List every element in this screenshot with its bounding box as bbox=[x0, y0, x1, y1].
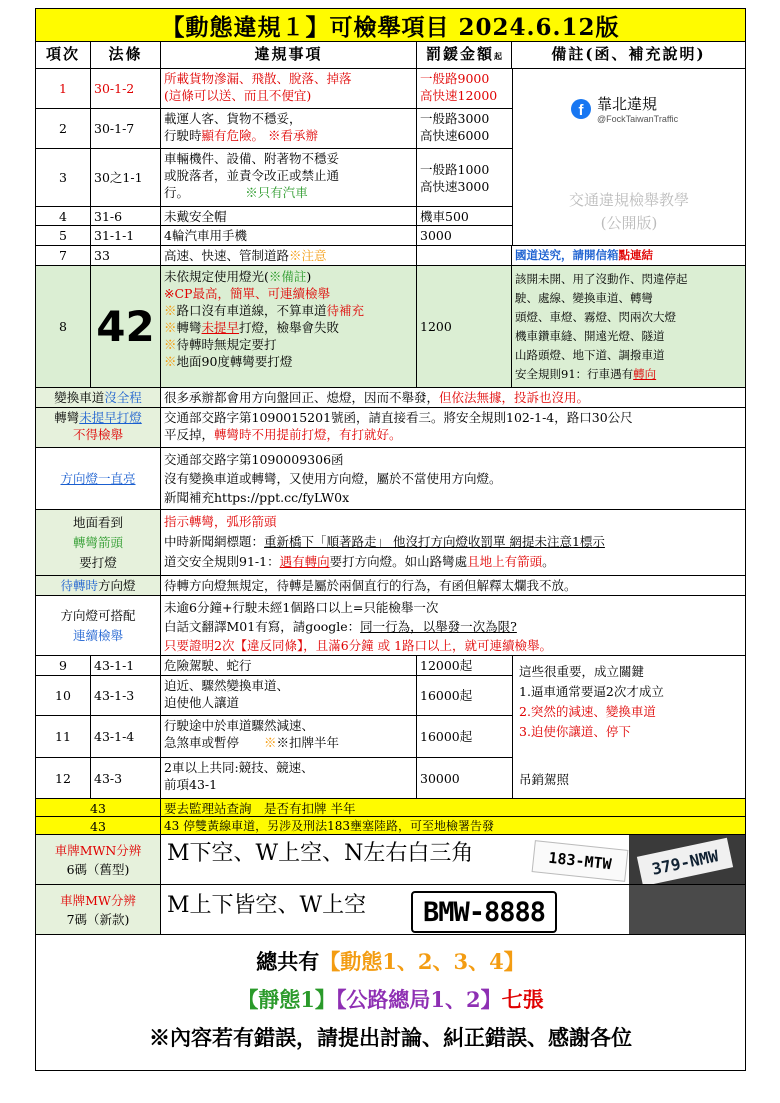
table-row: 10 43-1-3 迫近、驟然變換車道、 迫使他人讓道 16000起 bbox=[36, 676, 512, 716]
header-fine: 罰鍰金額起 bbox=[417, 42, 512, 68]
note-43-cell bbox=[512, 656, 745, 798]
note-43: 這些很重要，成立關鍵 1.逼車通常要逼2次才成立 2.突然的減速、變換車道 3.迫使你讓道、停下 bbox=[519, 664, 664, 739]
title-text: 【動態違規１】可檢舉項目 2024.6.12版 bbox=[161, 13, 620, 41]
rows-1-5 bbox=[36, 69, 745, 246]
note-always-on: 方向燈一直亮 交通部交路字第1090009306函 沒有變換車道或轉彎，又使用方向燈，屬於不當使用方向燈。 新聞補充https://ppt.cc/fyLW0x bbox=[36, 448, 745, 510]
row-item: 所載貨物滲漏、飛散、脫落、掉落 (這條可以送、而且不便宜) bbox=[161, 69, 417, 108]
note-consecutive: 方向燈可搭配 連續檢舉 未逾6分鐘+行駛未經1個路口以上=只能檢舉一次 白話文翻譯M01有寫，請google：同一行為，以舉發一次為限? 只要證明2次【違反同條】，且滿6分鐘 或 1路口以上，就可連續檢舉。 bbox=[36, 596, 745, 656]
law-42: 42 bbox=[91, 266, 161, 387]
plate-image-bmw: BMW-8888 bbox=[411, 891, 557, 933]
header-item: 違規事項 bbox=[161, 42, 417, 68]
plate-mwn: 車牌MWN分辨 6碼（舊型) M下空、W上空、N左右白三角 183-MTW 379-NMW bbox=[36, 835, 745, 885]
rows-9-12 bbox=[36, 656, 745, 799]
summary: 總共有【動態1、2、3、4】 【靜態1】【公路總局1、2】七張 ※內容若有錯誤，請提出討論、糾正錯誤、感謝各位 bbox=[149, 949, 632, 1050]
table-row: 7 33 高速、快速、管制道路※注意 國道送究，請開信箱點連結 bbox=[36, 246, 745, 266]
plate-image-379: 379-NMW bbox=[637, 838, 733, 884]
note-turn: 轉彎未提早打燈 不得檢舉 交通部交路字第1090015201號函，請直接看三。將安全規則102-1-4，路口30公尺 平反掉，轉彎時不用提前打燈，有打就好。 bbox=[36, 408, 745, 448]
brand-name: 靠北違規 bbox=[597, 96, 658, 113]
watermark: 交通違規檢舉教學 (公開版) bbox=[568, 191, 689, 232]
note-ground-arrow: 地面看到 轉彎箭頭 要打燈 指示轉彎，弧形箭頭 中時新聞網標題：重新橋下「順著路走」 他沒打方向燈收罰單 網提未注意1標示 道交安全規則91-1：遇有轉向要打方向燈。如山路彎處且地上有箭頭。 bbox=[36, 510, 745, 576]
page-title bbox=[36, 9, 745, 42]
note-license: 吊銷駕照 bbox=[519, 772, 570, 787]
table-row: 3 30之1-1 車輛機件、設備、附著物不穩妥 或脫落者，並責令改正或禁止通 行。 ※只有汽車 一般路1000 高快速3000 bbox=[36, 149, 512, 207]
note-lane-change: 變換車道沒全程 很多承辦都會用方向盤回正、熄燈，因而不舉發，但依法無據，投訴也沒用。 bbox=[36, 388, 745, 408]
plate-mwn-text: M下空、W上空、N左右白三角 bbox=[167, 841, 474, 866]
header-law: 法條 bbox=[91, 42, 161, 68]
header-note: 備註(函、補充說明) bbox=[551, 45, 706, 63]
facebook-icon: f bbox=[571, 99, 591, 119]
table-row: 5 31-1-1 4輪汽車用手機 3000 bbox=[36, 226, 512, 245]
plate-photo-bg-2 bbox=[629, 885, 745, 934]
brand-cell bbox=[512, 69, 745, 245]
violation-sheet bbox=[35, 8, 746, 1071]
table-row: 9 43-1-1 危險駕駛、蛇行 12000起 bbox=[36, 656, 512, 676]
table-row: 8 42 未依規定使用燈光(※備註) ※CP最高，簡單、可連續檢舉 ※路口沒有車道線，不算車道待補充 ※轉彎未提早打燈，檢舉會失敗 ※待轉時無規定要打 ※地面90度轉彎要打燈 1200 該開未開、用了沒動作、閃違停起 駛、處線、變換車道、轉彎 頭燈、車燈、霧燈、閃兩次大燈 機車鑽車縫、開遠光燈、隧道 山路頭燈、地下道、調撥車道 安全規則91：行車遇有轉向 bbox=[36, 266, 745, 388]
table-row: 11 43-1-4 行駛途中於車道驟然減速、 急煞車或暫停 ※※扣牌半年 16000起 bbox=[36, 716, 512, 758]
row-no: 1 bbox=[36, 69, 91, 108]
row-fine: 一般路9000 高快速12000 bbox=[420, 71, 498, 103]
header-no: 項次 bbox=[36, 42, 91, 68]
table-row: 12 43-3 2車以上共同:競技、競速、 前項43-1 30000 bbox=[36, 758, 512, 798]
table-row: 2 30-1-7 載運人客、貨物不穩妥， 行駛時顯有危險。 ※看承辦 一般路3000 高快速6000 bbox=[36, 109, 512, 149]
extra-43-a: 43 要去監理站查詢 是否有扣牌 半年 bbox=[36, 799, 745, 817]
table-row: 4 31-6 未戴安全帽 機車500 bbox=[36, 207, 512, 226]
extra-43-b: 43 43 停雙黃線車道，另涉及刑法183壅塞陸路，可至地檢署告發 bbox=[36, 817, 745, 835]
brand-handle: @FockTaiwanTraffic bbox=[597, 114, 679, 124]
plate-mw: 車牌MW分辨 7碼（新款) M上下皆空、W上空 BMW-8888 bbox=[36, 885, 745, 935]
plate-image-183: 183-MTW bbox=[532, 840, 629, 882]
plate-mw-text: M上下皆空、W上空 bbox=[167, 893, 367, 918]
table-header bbox=[36, 42, 745, 69]
table-row bbox=[36, 69, 512, 109]
brand-logo bbox=[571, 93, 678, 124]
row-law: 30-1-2 bbox=[91, 69, 161, 108]
note-waiting: 待轉時方向燈 待轉方向燈無規定，待轉是屬於兩個直行的行為，有函但解釋太爛我不放。 bbox=[36, 576, 745, 596]
